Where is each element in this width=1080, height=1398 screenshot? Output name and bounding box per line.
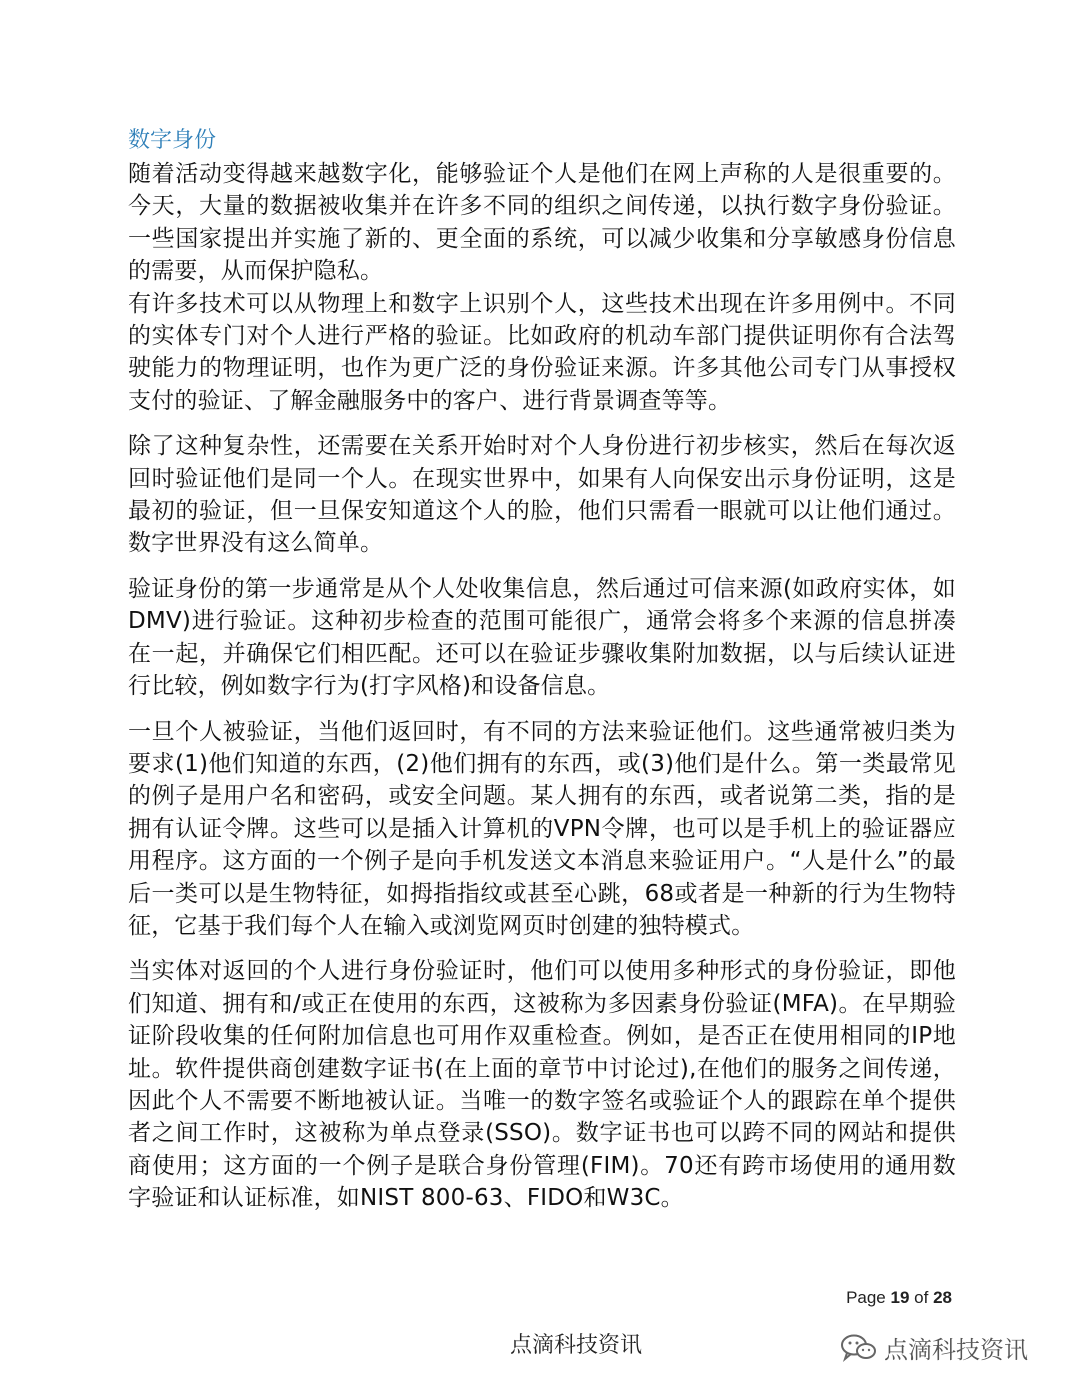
paragraph-6: 当实体对返回的个人进行身份验证时，他们可以使用多种形式的身份验证，即他们知道、拥有和/或正在使用的东西，这被称为多因素身份验证(MFA)。在早期验证阶段收集的任何附加信息也可用作双重检查。例如，是否正在使用相同的IP地址。软件提供商创建数字证书(在上面的章节中讨论过),在他们的服务之间传递，因此个人不需要不断地被认证。当唯一的数字签名或验证个人的跟踪在单个提供者之间工作时，这被称为单点登录(SSO)。数字证书也可以跨不同的网站和提供商使用；这方面的一个例子是联合身份管理(FIM)。70还有跨市场使用的通用数字验证和认证标准，如NIST 800-63、FIDO和W3C。 xyxy=(128,958,956,1212)
footer-title: 点滴科技资讯 xyxy=(509,1333,642,1358)
chat-bubbles-icon xyxy=(840,1333,878,1363)
document-body xyxy=(128,124,956,1215)
paragraph-5: 一旦个人被验证，当他们返回时，有不同的方法来验证他们。这些通常被归类为要求(1)他们知道的东西，(2)他们拥有的东西，或(3)他们是什么。第一类最常见的例子是用户名和密码，或安全问题。某人拥有的东西，或者说第二类，指的是拥有认证令牌。这些可以是插入计算机的VPN令牌，也可以是手机上的验证器应用程序。这方面的一个例子是向手机发送文本消息来验证用户。“人是什么”的最后一类可以是生物特征，如拇指指纹或甚至心跳，68或者是一种新的行为生物特征，它基于我们每个人在输入或浏览网页时创建的独特模式。 xyxy=(128,718,956,939)
paragraph-2: 有许多技术可以从物理上和数字上识别个人，这些技术出现在许多用例中。不同的实体专门对个人进行严格的验证。比如政府的机动车部门提供证明你有合法驾驶能力的物理证明，也作为更广泛的身份验证来源。许多其他公司专门从事授权支付的验证、了解金融服务中的客户、进行背景调查等等。 xyxy=(128,290,956,414)
page-current: 19 xyxy=(890,1288,910,1307)
page-of: of xyxy=(914,1288,929,1307)
page-total: 28 xyxy=(933,1288,952,1307)
paragraph-4: 验证身份的第一步通常是从个人处收集信息，然后通过可信来源(如政府实体，如DMV)进行验证。这种初步检查的范围可能很广，通常会将多个来源的信息拼凑在一起，并确保它们相匹配。还可以在验证步骤收集附加数据，以与后续认证进行比较，例如数字行为(打字风格)和设备信息。 xyxy=(128,575,956,700)
paragraph-3: 除了这种复杂性，还需要在关系开始时对个人身份进行初步核实，然后在每次返回时验证他们是同一个人。在现实世界中，如果有人向保安出示身份证明，这是最初的验证，但一旦保安知道这个人的脸，他们只需看一眼就可以让他们通过。数字世界没有这么简单。 xyxy=(128,433,956,557)
paragraph-1: 随着活动变得越来越数字化，能够验证个人是他们在网上声称的人是很重要的。今天，大量的数据被收集并在许多不同的组织之间传递，以执行数字身份验证。一些国家提出并实施了新的、更全面的系统，可以减少收集和分享敏感身份信息的需要，从而保护隐私。 xyxy=(128,161,956,285)
page-number xyxy=(846,1288,952,1308)
section-heading: 数字身份 xyxy=(128,128,217,153)
page-label: Page xyxy=(846,1288,886,1307)
brand-name: 点滴科技资讯 xyxy=(884,1336,1028,1364)
brand-watermark xyxy=(840,1330,1028,1365)
